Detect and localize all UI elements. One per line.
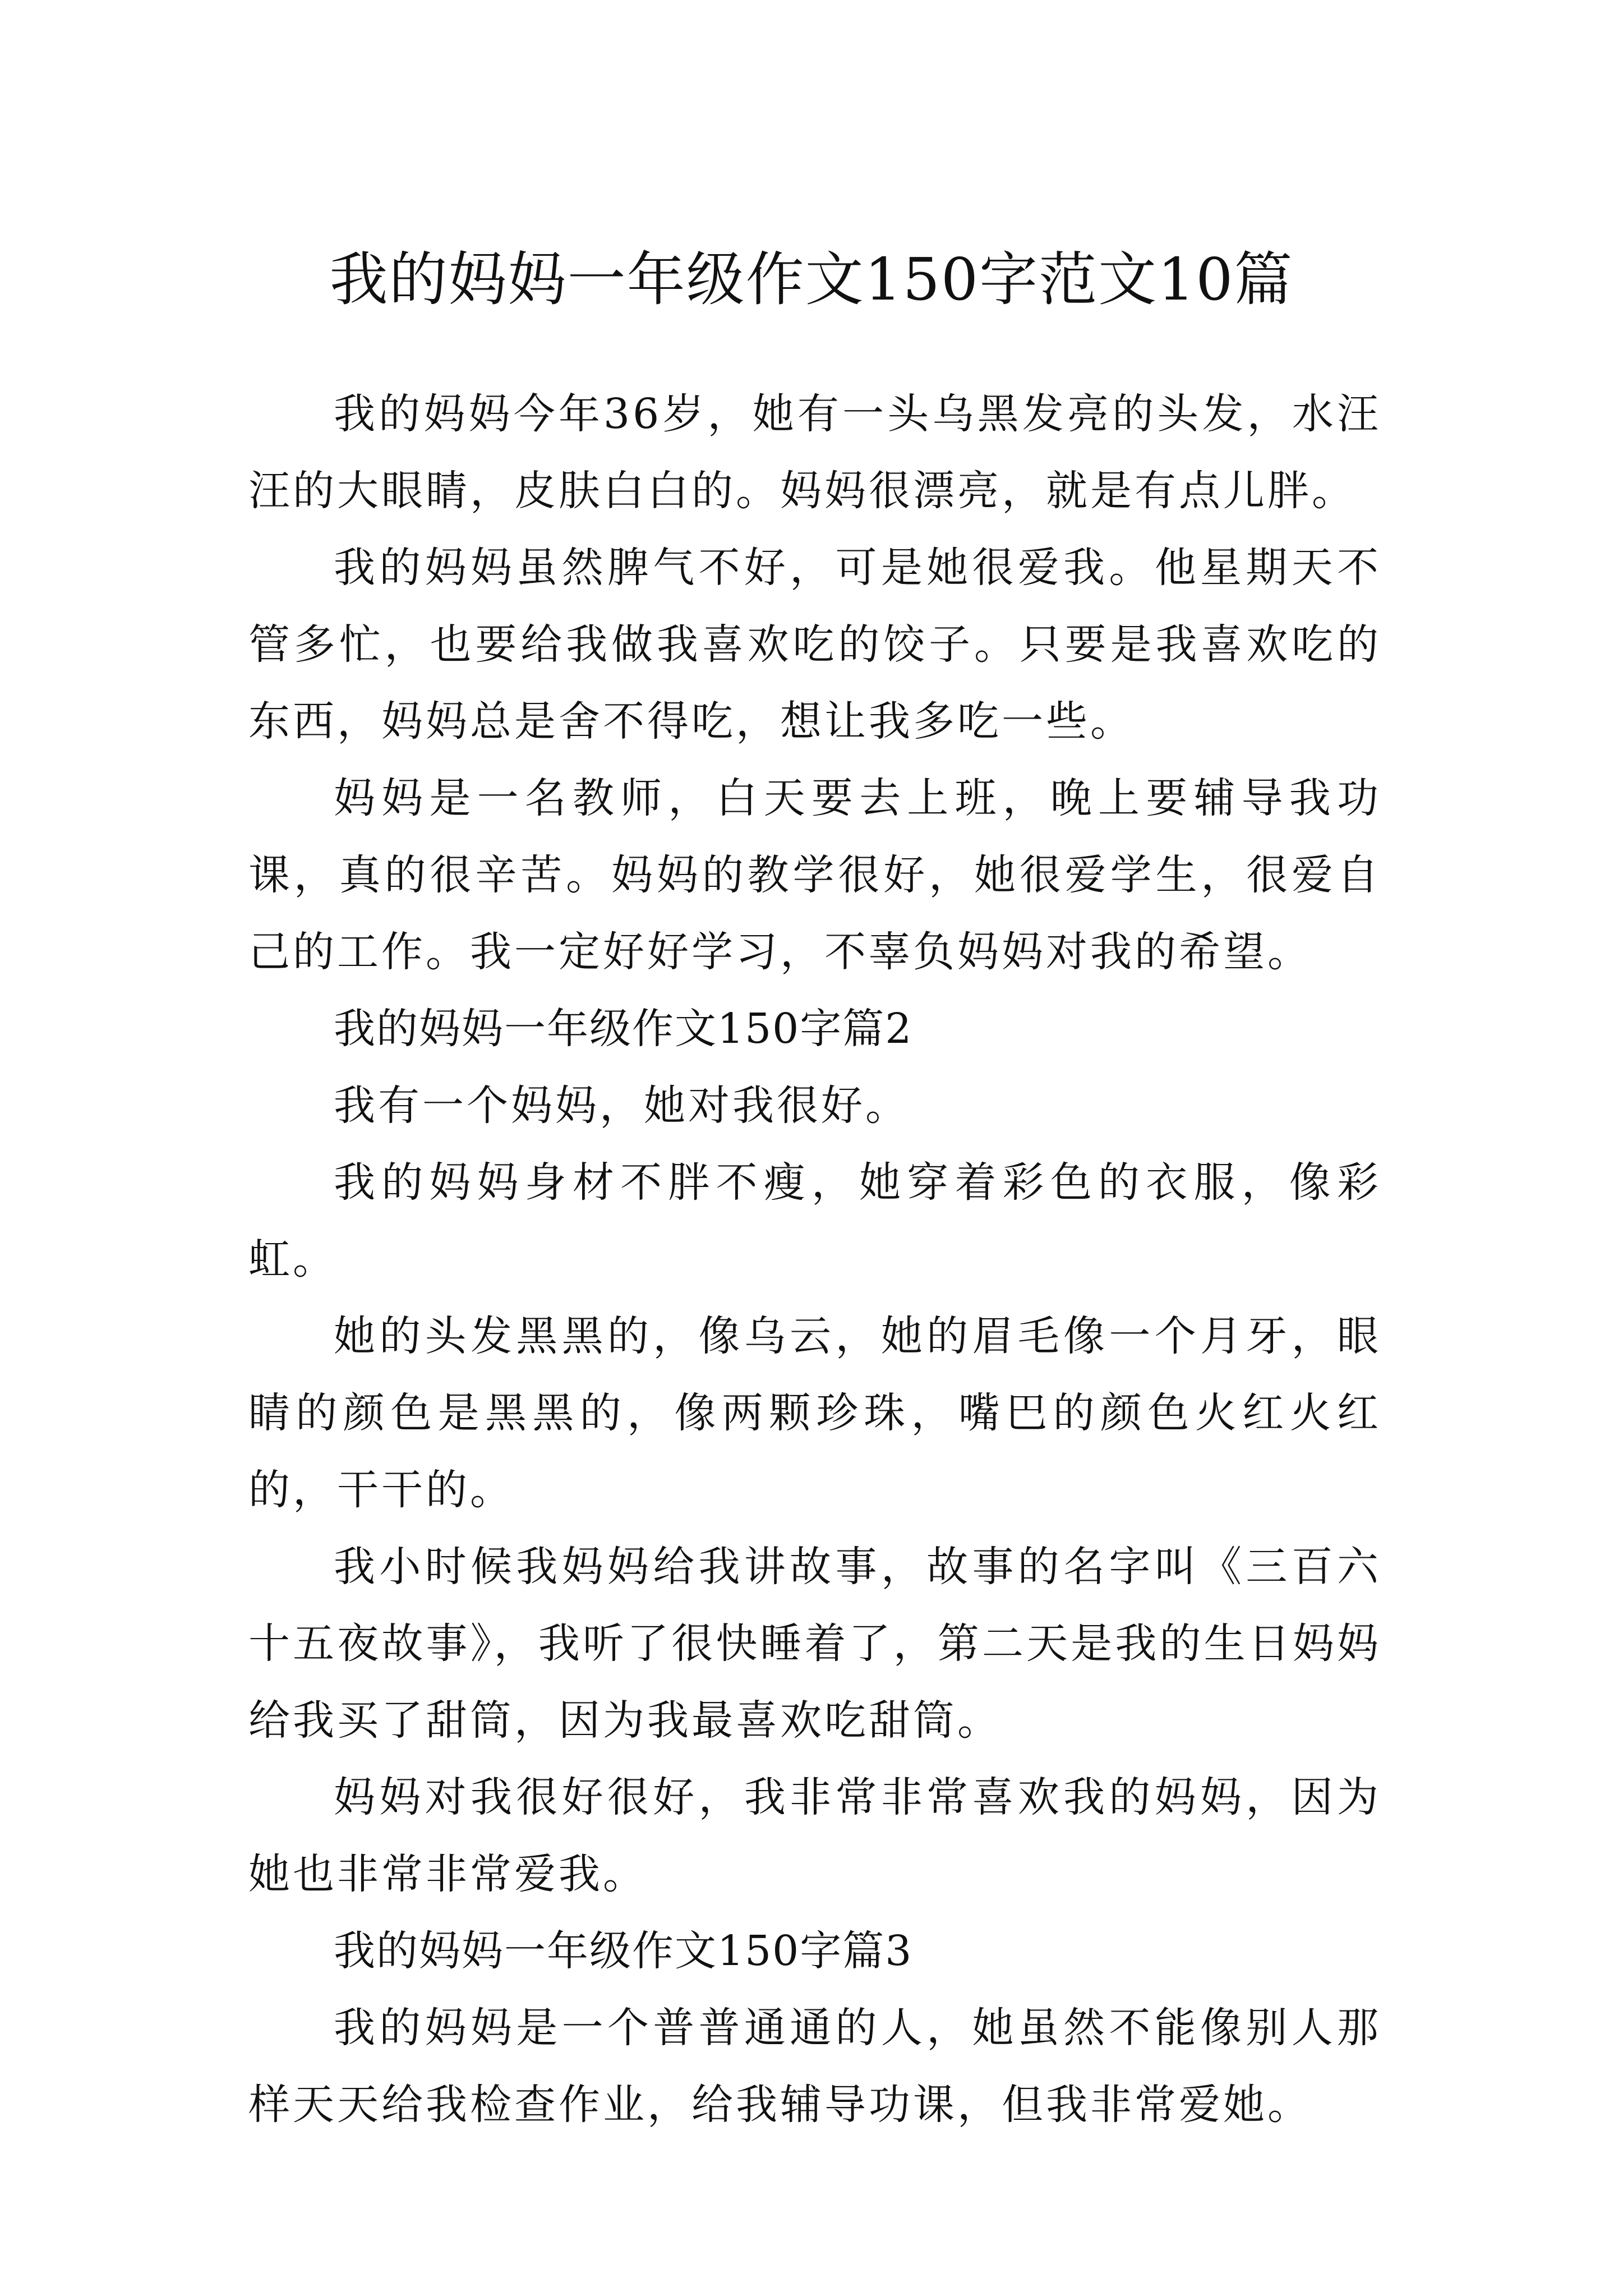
paragraph-2: 我的妈妈虽然脾气不好，可是她很爱我。他星期天不管多忙，也要给我做我喜欢吃的饺子。只要是我喜欢吃的东西，妈妈总是舍不得吃，想让我多吃一些。	[248, 544, 1381, 746]
paragraph-1: 我的妈妈今年36岁，她有一头乌黑发亮的头发，水汪汪的大眼睛，皮肤白白的。妈妈很漂亮，就是有点儿胖。	[248, 390, 1381, 515]
document-body	[248, 376, 1381, 2143]
paragraph-5: 我的妈妈身材不胖不瘦，她穿着彩色的衣服，像彩虹。	[248, 1158, 1381, 1283]
section-heading-3: 我的妈妈一年级作文150字篇3	[334, 1927, 913, 1975]
paragraph-9: 我的妈妈是一个普普通通的人，她虽然不能像别人那样天天给我检查作业，给我辅导功课，但我非常爱她。	[248, 2004, 1381, 2129]
paragraph-4: 我有一个妈妈，她对我很好。	[334, 1082, 910, 1130]
paragraph-3: 妈妈是一名教师，白天要去上班，晚上要辅导我功课，真的很辛苦。妈妈的教学很好，她很爱学生，很爱自己的工作。我一定好好学习，不辜负妈妈对我的希望。	[248, 774, 1381, 976]
paragraph-6: 她的头发黑黑的，像乌云，她的眉毛像一个月牙，眼睛的颜色是黑黑的，像两颗珍珠，嘴巴的颜色火红火红的，干干的。	[248, 1312, 1381, 1514]
section-heading-2: 我的妈妈一年级作文150字篇2	[334, 1005, 913, 1053]
document-title: 我的妈妈一年级作文150字范文10篇	[329, 245, 1294, 314]
paragraph-7: 我小时候我妈妈给我讲故事，故事的名字叫《三百六十五夜故事》，我听了很快睡着了，第二天是我的生日妈妈给我买了甜筒，因为我最喜欢吃甜筒。	[248, 1543, 1381, 1745]
paragraph-8: 妈妈对我很好很好，我非常非常喜欢我的妈妈，因为她也非常非常爱我。	[248, 1773, 1381, 1898]
